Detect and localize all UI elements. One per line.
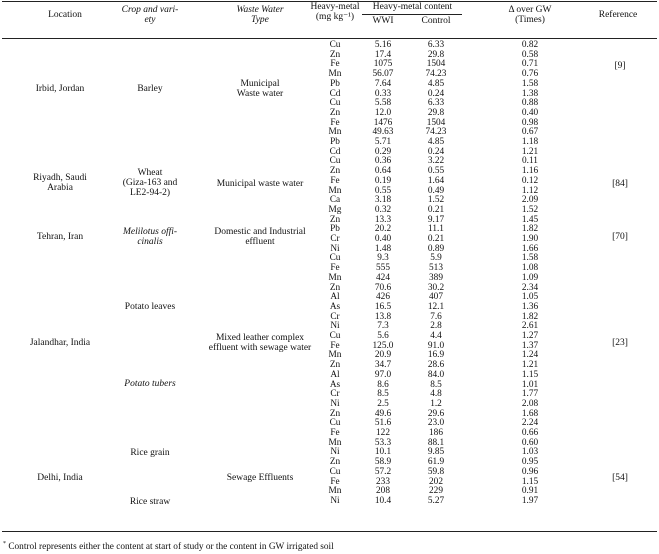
delta-cell: 1.90	[521, 234, 539, 244]
control-cell: 5.27	[427, 495, 445, 506]
wwi-cell: 51.6	[374, 418, 392, 429]
metal-cell: Zn	[329, 360, 341, 371]
delta-cell: 1.82	[521, 311, 539, 322]
metal-cell: Pb	[330, 137, 340, 147]
wwi-cell: 20.9	[374, 350, 392, 361]
delta-cell: 0.95	[521, 457, 539, 468]
metal-cell: Fe	[330, 175, 340, 186]
control-cell: 88.1	[427, 437, 445, 448]
control-cell: 3.22	[427, 156, 445, 167]
metal-cell: Fe	[330, 59, 340, 70]
group-4-location: Jalandhar, India	[29, 338, 91, 348]
header-delta-line2: (Times)	[515, 15, 545, 25]
control-cell: 389	[429, 272, 443, 283]
delta-cell: 0.12	[521, 175, 539, 186]
delta-cell: 1.01	[521, 379, 539, 390]
control-cell: 0.24	[427, 146, 445, 157]
group-3-location: Tehran, Iran	[36, 232, 84, 242]
delta-cell: 1.27	[521, 331, 539, 341]
wwi-cell: 56.07	[372, 69, 394, 80]
delta-cell: 0.76	[521, 69, 539, 80]
control-cell: 407	[429, 292, 443, 303]
delta-cell: 0.11	[522, 156, 538, 167]
control-cell: 1504	[426, 117, 446, 128]
wwi-cell: 426	[376, 292, 390, 303]
header-reference: Reference	[598, 10, 638, 20]
control-cell: 4.4	[430, 331, 442, 341]
delta-cell: 1.24	[521, 350, 539, 361]
control-cell: 23.0	[427, 418, 445, 429]
metal-cell: As	[329, 301, 341, 312]
wwi-cell: 16.5	[374, 301, 392, 312]
delta-cell: 1.08	[521, 263, 539, 274]
control-cell: 29.8	[427, 49, 445, 60]
metal-cell: Zn	[329, 107, 341, 118]
metal-cell: Fe	[330, 340, 340, 351]
footnote	[3, 539, 334, 553]
group-1-waste-line1: Municipal	[240, 79, 280, 89]
wwi-cell: 53.3	[374, 437, 392, 448]
wwi-cell: 5.16	[374, 40, 392, 50]
group-3-waste-line1: Domestic and Industrial	[214, 227, 306, 237]
metal-cell: Pb	[330, 78, 340, 89]
group-5-reference: [54]	[612, 473, 628, 483]
wwi-cell: 49.6	[374, 408, 392, 419]
metal-cell: Zn	[329, 282, 341, 293]
metal-cell: Pb	[330, 224, 340, 235]
metal-cell: Cr	[330, 234, 340, 244]
table-header	[0, 0, 659, 40]
metal-cell: Cu	[329, 98, 341, 109]
delta-cell: 1.05	[521, 292, 539, 303]
delta-cell: 1.21	[521, 360, 539, 371]
delta-cell: 1.16	[521, 166, 539, 177]
delta-cell: 1.37	[521, 340, 539, 351]
metal-cell: Ni	[330, 243, 340, 254]
control-cell: 0.49	[427, 185, 445, 196]
wwi-cell: 125.0	[372, 340, 394, 351]
metal-cell: Cu	[329, 331, 341, 341]
metal-cell: Zn	[329, 49, 341, 60]
wwi-cell: 0.33	[374, 88, 392, 99]
group-3-waste-line2: effluent	[245, 237, 275, 247]
bottom-rule	[2, 531, 657, 532]
header-metal-line2: (mg kg⁻¹)	[315, 12, 355, 22]
delta-cell: 1.82	[521, 224, 539, 235]
wwi-cell: 5.71	[374, 137, 392, 147]
control-cell: 91.0	[427, 340, 445, 351]
header-delta-line1: Δ over GW	[508, 5, 552, 15]
metal-cell: Zn	[329, 457, 341, 468]
wwi-cell: 424	[376, 272, 390, 283]
delta-cell: 1.12	[521, 185, 539, 196]
wwi-cell: 34.7	[374, 360, 392, 371]
metal-cell: Al	[330, 292, 340, 303]
control-cell: 513	[429, 263, 443, 274]
wwi-cell: 5.6	[377, 331, 389, 341]
delta-cell: 0.91	[521, 486, 539, 497]
metal-cell: Fe	[330, 476, 340, 487]
group-2-waste: Municipal waste water	[216, 179, 304, 189]
control-cell: 7.6	[430, 311, 442, 322]
wwi-cell: 10.1	[374, 447, 392, 458]
group-4-waste-line2: effluent with sewage water	[208, 343, 312, 353]
delta-cell: 0.82	[521, 40, 539, 50]
delta-cell: 0.71	[521, 59, 539, 70]
group-2-location-line2: Arabia	[47, 183, 73, 193]
metal-cell: Mn	[328, 486, 342, 497]
metal-cell: Ni	[330, 398, 340, 409]
delta-cell: 1.45	[521, 214, 539, 225]
delta-cell: 1.66	[521, 243, 539, 254]
metal-cell: Fe	[330, 117, 340, 128]
group-2-crop-line1: Wheat	[137, 168, 163, 178]
wwi-cell: 17.4	[374, 49, 392, 60]
header-content: Heavy-metal content	[372, 2, 453, 12]
control-cell: 4.85	[427, 137, 445, 147]
delta-cell: 1.97	[521, 495, 539, 506]
control-cell: 1.64	[427, 175, 445, 186]
wwi-cell: 1.48	[374, 243, 392, 254]
control-cell: 229	[429, 486, 443, 497]
delta-cell: 0.96	[521, 466, 539, 477]
delta-cell: 0.58	[521, 49, 539, 60]
metal-cell: Zn	[329, 408, 341, 419]
delta-cell: 0.88	[521, 98, 539, 109]
metal-cell: Mg	[328, 204, 342, 215]
control-cell: 8.5	[430, 379, 442, 390]
control-cell: 1.2	[430, 398, 442, 409]
wwi-cell: 20.2	[374, 224, 392, 235]
metal-cell: Cu	[329, 418, 341, 429]
metal-cell: Mn	[328, 127, 342, 138]
metal-cell: Mn	[328, 272, 342, 283]
group-1-waste-line2: Waste water	[236, 89, 284, 99]
delta-cell: 1.58	[521, 253, 539, 264]
delta-cell: 1.68	[521, 408, 539, 419]
control-cell: 186	[429, 428, 443, 438]
wwi-cell: 1075	[373, 59, 393, 70]
control-cell: 1.52	[427, 195, 445, 206]
wwi-cell: 0.64	[374, 166, 392, 177]
header-crop-line2: ety	[144, 15, 156, 25]
group-3-reference: [70]	[612, 232, 628, 242]
control-cell: 16.9	[427, 350, 445, 361]
delta-cell: 0.98	[521, 117, 539, 128]
metal-cell: Ni	[330, 447, 340, 458]
delta-cell: 1.18	[521, 137, 539, 147]
group-5-location: Delhi, India	[37, 473, 83, 483]
wwi-cell: 555	[376, 263, 390, 274]
delta-cell: 0.60	[521, 437, 539, 448]
header-control: Control	[421, 16, 451, 26]
wwi-cell: 7.64	[374, 78, 392, 89]
wwi-cell: 0.32	[374, 204, 392, 215]
wwi-cell: 49.63	[372, 127, 394, 138]
control-cell: 59.8	[427, 466, 445, 477]
delta-cell: 0.67	[521, 127, 539, 138]
group-2-crop-line3: LE2-94-2)	[129, 188, 171, 198]
delta-cell: 0.40	[521, 107, 539, 118]
wwi-cell: 10.4	[374, 495, 392, 506]
delta-cell: 1.36	[521, 301, 539, 312]
delta-cell: 1.03	[521, 447, 539, 458]
wwi-cell: 2.5	[377, 398, 389, 409]
metal-cell: Al	[330, 369, 340, 380]
delta-cell: 1.77	[521, 389, 539, 400]
group-5-crop-a: Rice grain	[130, 448, 170, 458]
group-4-crop-b: Potato tubers	[124, 379, 176, 389]
wwi-cell: 0.36	[374, 156, 392, 167]
delta-cell: 0.66	[521, 428, 539, 438]
delta-cell: 1.58	[521, 78, 539, 89]
group-1-reference: [9]	[614, 61, 626, 71]
delta-cell: 1.15	[521, 369, 539, 380]
header-wwi: WWI	[372, 16, 394, 26]
metal-cell: Cd	[329, 88, 341, 99]
wwi-cell: 58.9	[374, 457, 392, 468]
group-2-reference: [84]	[612, 179, 628, 189]
metal-cell: Mn	[328, 69, 342, 80]
group-5-crop-b: Rice straw	[129, 497, 171, 507]
header-waste-line2: Type	[251, 15, 269, 25]
delta-cell: 2.34	[521, 282, 539, 293]
metal-cell: Cr	[330, 389, 340, 400]
control-cell: 0.21	[427, 234, 445, 244]
control-cell: 6.33	[427, 98, 445, 109]
metal-cell: Mn	[328, 350, 342, 361]
control-cell: 0.24	[427, 88, 445, 99]
group-2-crop-line2: (Giza-163 and	[122, 178, 178, 188]
metal-cell: Cr	[330, 311, 340, 322]
footnote-text: Control represents either the content at start of study or the content in GW irrigated soil	[8, 542, 334, 553]
metal-cell: Mn	[328, 437, 342, 448]
metal-cell: Cu	[329, 466, 341, 477]
delta-cell: 1.38	[521, 88, 539, 99]
group-4-waste-line1: Mixed leather complex	[215, 333, 305, 343]
control-cell: 28.6	[427, 360, 445, 371]
header-crop-line1: Crop and vari-	[121, 5, 179, 15]
control-cell: 9.17	[427, 214, 445, 225]
delta-cell: 1.21	[521, 146, 539, 157]
control-cell: 4.85	[427, 78, 445, 89]
control-cell: 0.89	[427, 243, 445, 254]
control-cell: 9.85	[427, 447, 445, 458]
control-cell: 30.2	[427, 282, 445, 293]
metal-cell: Ni	[330, 321, 340, 332]
wwi-cell: 0.29	[374, 146, 392, 157]
control-cell: 61.9	[427, 457, 445, 468]
metal-cell: As	[329, 379, 341, 390]
control-cell: 11.1	[428, 224, 444, 235]
delta-cell: 1.09	[521, 272, 539, 283]
delta-cell: 2.08	[521, 398, 539, 409]
metal-cell: Ca	[329, 195, 341, 206]
wwi-cell: 8.5	[377, 389, 389, 400]
control-cell: 29.6	[427, 408, 445, 419]
wwi-cell: 0.40	[374, 234, 392, 244]
wwi-cell: 233	[376, 476, 390, 487]
wwi-cell: 7.3	[377, 321, 389, 332]
delta-cell: 1.15	[521, 476, 539, 487]
wwi-cell: 12.0	[374, 107, 392, 118]
control-cell: 74.23	[425, 69, 447, 80]
metal-cell: Cu	[329, 253, 341, 264]
control-cell: 202	[429, 476, 443, 487]
metal-cell: Cu	[329, 40, 341, 50]
delta-cell: 1.52	[521, 204, 539, 215]
wwi-cell: 9.3	[377, 253, 389, 264]
wwi-cell: 0.19	[374, 175, 392, 186]
group-4-reference: [23]	[612, 338, 628, 348]
wwi-cell: 208	[376, 486, 390, 497]
wwi-cell: 5.58	[374, 98, 392, 109]
wwi-cell: 3.18	[374, 195, 392, 206]
wwi-cell: 1476	[373, 117, 393, 128]
footnote-mark: *	[3, 541, 6, 547]
wwi-cell: 70.6	[374, 282, 392, 293]
delta-cell: 2.09	[521, 195, 539, 206]
wwi-cell: 57.2	[374, 466, 392, 477]
control-cell: 29.8	[427, 107, 445, 118]
wwi-cell: 13.8	[374, 311, 392, 322]
metal-cell: Fe	[330, 428, 340, 438]
control-cell: 0.55	[427, 166, 445, 177]
header-location: Location	[48, 10, 82, 20]
control-cell: 2.8	[430, 321, 442, 332]
header-waste-line1: Waste Water	[236, 5, 284, 15]
metal-cell: Cd	[329, 146, 341, 157]
header-metal-line1: Heavy-metal	[310, 2, 360, 12]
control-cell: 74.23	[425, 127, 447, 138]
delta-cell: 2.24	[521, 418, 539, 429]
wwi-cell: 13.3	[374, 214, 392, 225]
control-cell: 84.0	[427, 369, 445, 380]
control-cell: 5.9	[430, 253, 442, 264]
control-cell: 4.8	[430, 389, 442, 400]
group-1-crop: Barley	[137, 84, 163, 94]
group-3-crop-line2: cinalis	[137, 237, 163, 247]
metal-cell: Ni	[330, 495, 340, 506]
wwi-cell: 122	[376, 428, 390, 438]
metal-cell: Zn	[329, 166, 341, 177]
group-2-location-line1: Riyadh, Saudi	[33, 173, 87, 183]
metal-cell: Cu	[329, 156, 341, 167]
control-cell: 6.33	[427, 40, 445, 50]
metal-cell: Mn	[328, 185, 342, 196]
wwi-cell: 0.55	[374, 185, 392, 196]
group-1-location: Irbid, Jordan	[35, 84, 85, 94]
group-3-crop-line1: Melilotus offi-	[122, 227, 178, 237]
control-cell: 12.1	[427, 301, 445, 312]
group-5-waste: Sewage Effluents	[226, 473, 294, 483]
metal-cell: Fe	[330, 263, 340, 274]
wwi-cell: 8.6	[377, 379, 389, 390]
table-row	[0, 497, 659, 507]
wwi-cell: 97.0	[374, 369, 392, 380]
delta-cell: 2.61	[521, 321, 539, 332]
group-4-crop-a: Potato leaves	[124, 302, 176, 312]
control-cell: 0.21	[427, 204, 445, 215]
control-cell: 1504	[426, 59, 446, 70]
metal-cell: Zn	[329, 214, 341, 225]
